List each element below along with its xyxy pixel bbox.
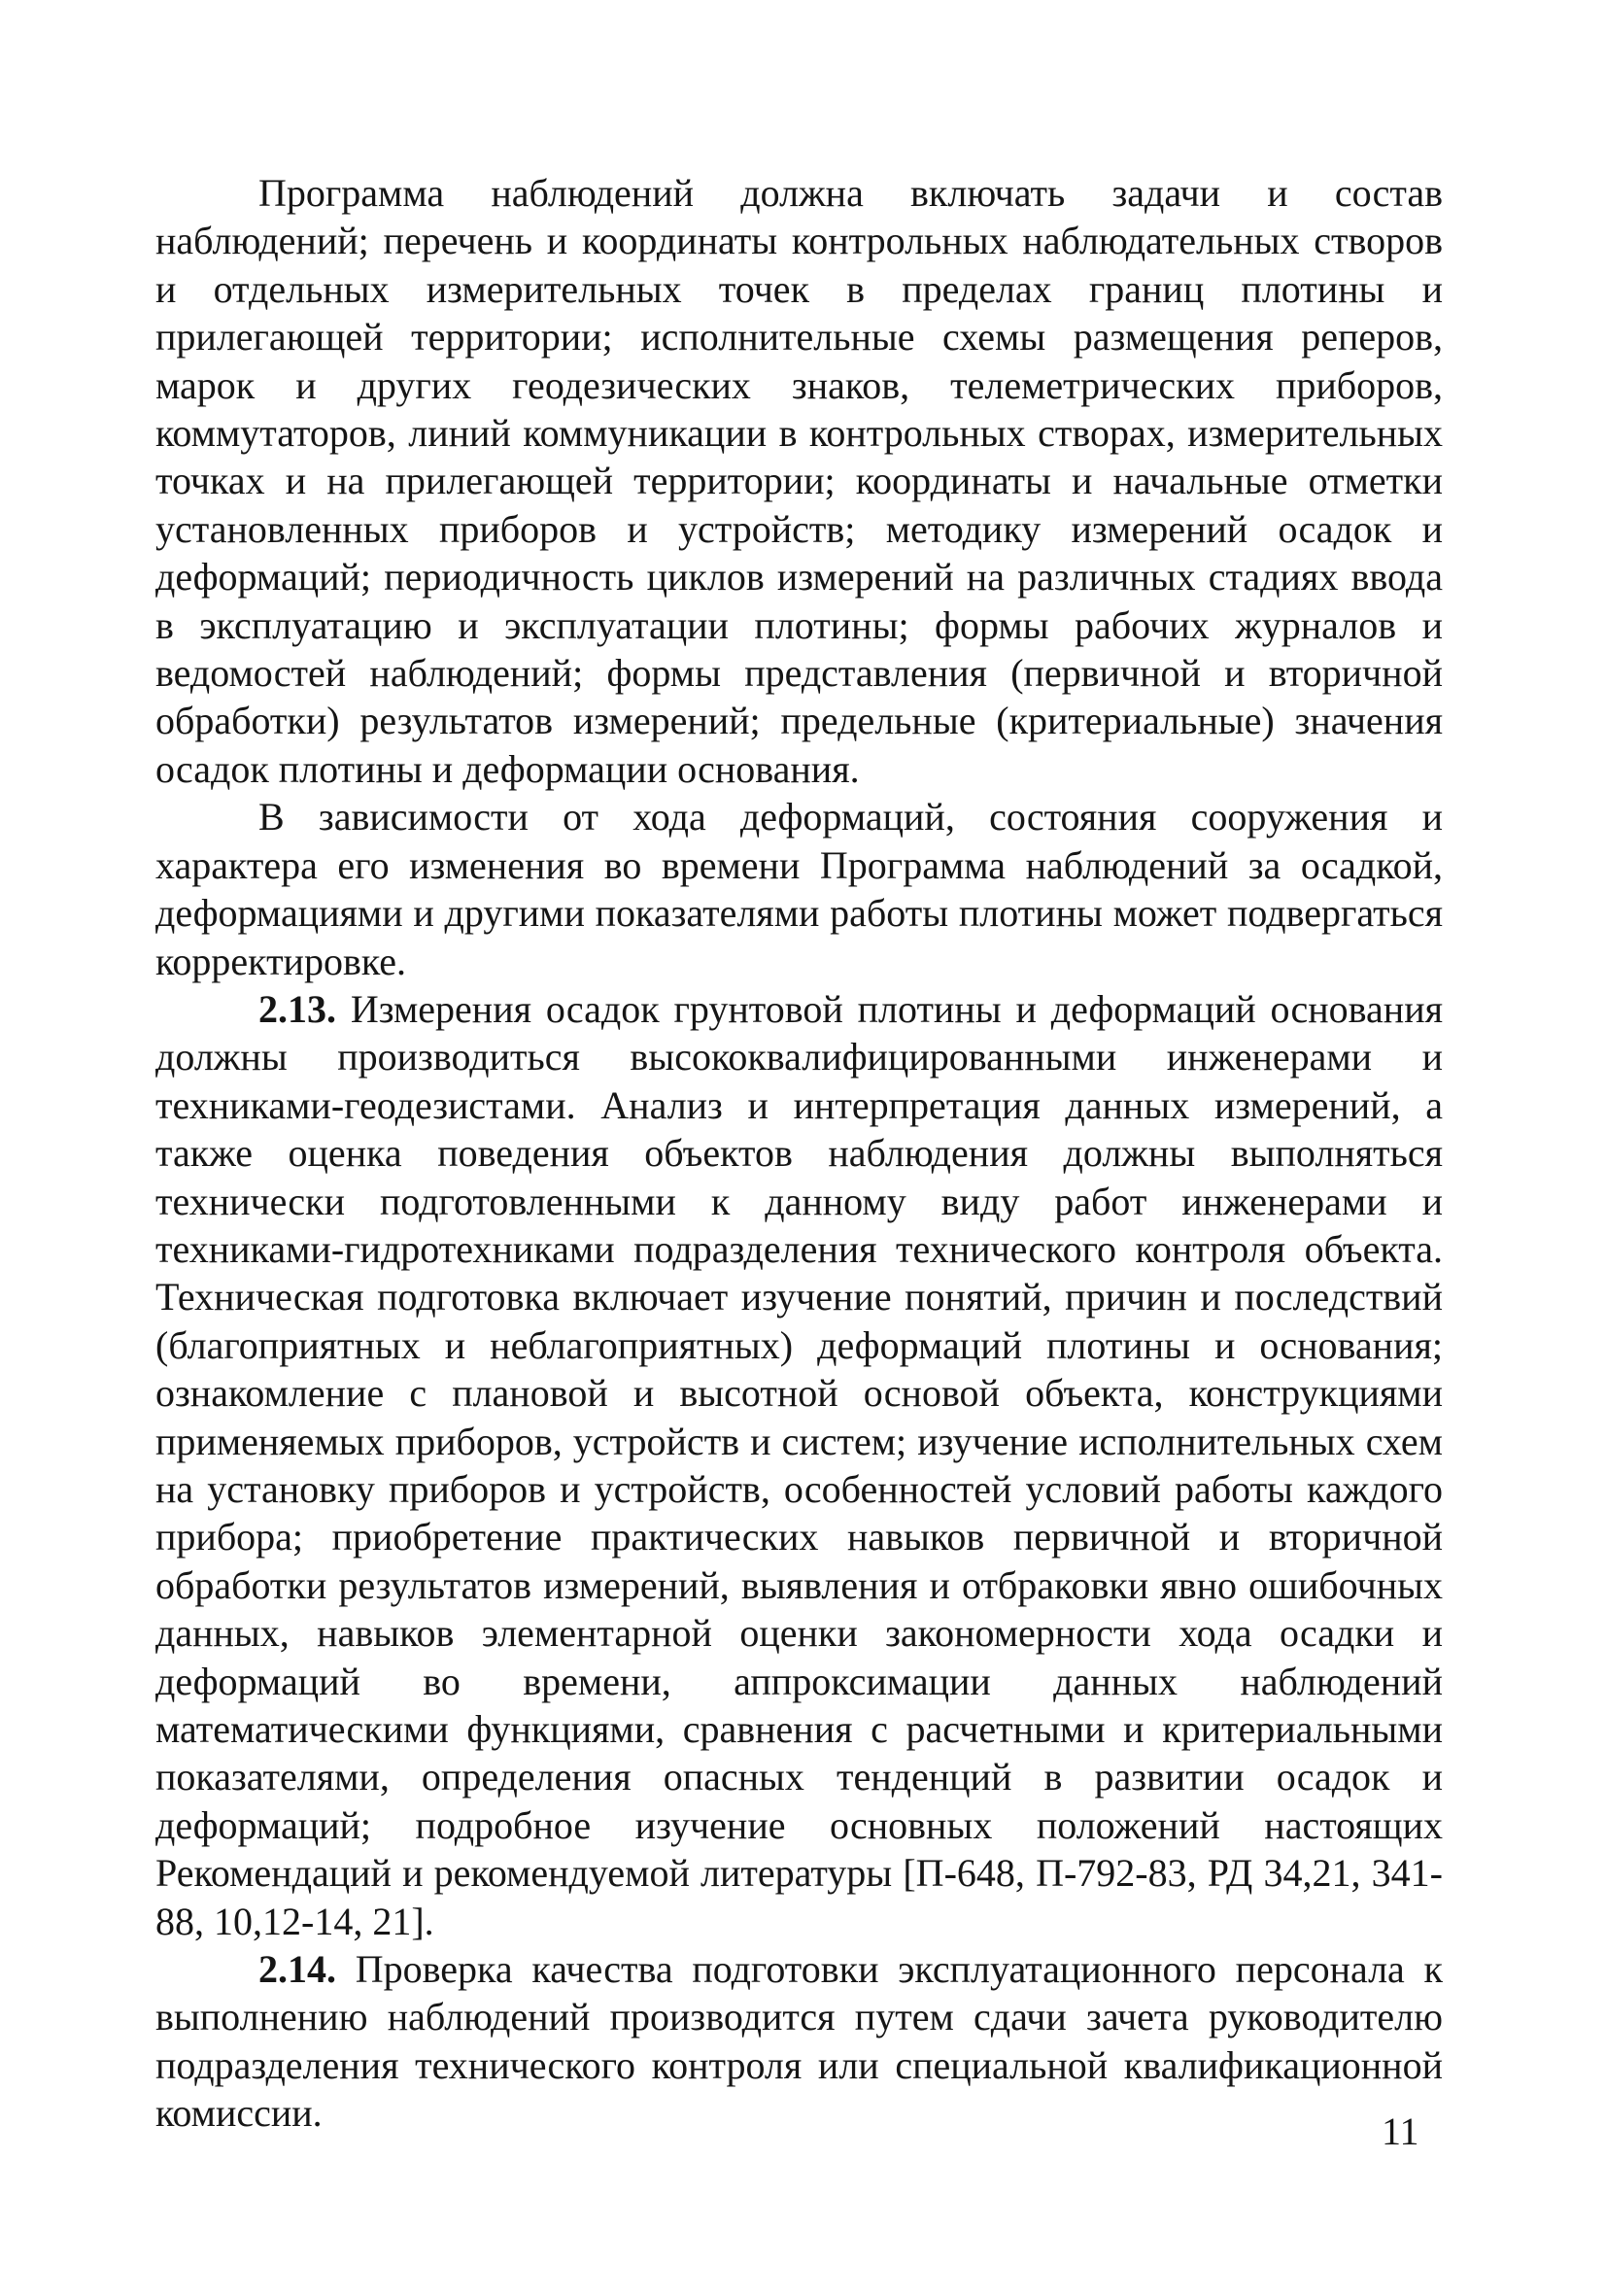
paragraph-observation-program xyxy=(155,169,1443,793)
paragraph-text: Проверка качества подготовки эксплуатационного персонала к выполнению наблюдений производится путем сдачи зачета руководителю подразделения технического контроля или специальной квалификационной комиссии. xyxy=(155,1947,1443,2136)
paragraph-2-14 xyxy=(155,1945,1443,2138)
paragraph-text: Программа наблюдений должна включать задачи и состав наблюдений; перечень и координаты контрольных наблюдательных створов и отдельных измерительных точек в пределах границ плотины и прилегающей территории; исполнительные схемы размещения реперов, марок и других геодезических знаков, телеметрических приборов, коммутаторов, линий коммуникации в контрольных створах, измерительных точках и на прилегающей территории; координаты и начальные отметки установленных приборов и устройств; методику измерений осадок и деформаций; периодичность циклов измерений на различных стадиях ввода в эксплуатацию и эксплуатации плотины; формы рабочих журналов и ведомостей наблюдений; формы представления (первичной и вторичной обработки) результатов измерений; предельные (критериальные) значения осадок плотины и деформации основания. xyxy=(155,171,1443,791)
section-number: 2.14. xyxy=(258,1947,336,1992)
paragraph-program-correction xyxy=(155,793,1443,985)
paragraph-2-13 xyxy=(155,985,1443,1945)
paragraph-text: Измерения осадок грунтовой плотины и деформаций основания должны производиться высококвалифицированными инженерами и техниками-геодезистами. Анализ и интерпретация данных измерений, а также оценка поведения объектов наблюдения должны выполняться технически подготовленными к данному виду работ инженерами и техниками-гидротехниками подразделения технического контроля объекта. Техническая подготовка включает изучение понятий, причин и последствий (благоприятных и неблагоприятных) деформаций плотины и основания; ознакомление с плановой и высотной основой объекта, конструкциями применяемых приборов, устройств и систем; изучение исполнительных схем на установку приборов и устройств, особенностей условий работы каждого прибора; приобретение практических навыков первичной и вторичной обработки результатов измерений, выявления и отбраковки явно ошибочных данных, навыков элементарной оценки закономерности хода осадки и деформаций во времени, аппроксимации данных наблюдений математическими функциями, сравнения с расчетными и критериальными показателями, определения опасных тенденций в развитии осадок и деформаций; подробное изучение основных положений настоящих Рекомендаций и рекомендуемой литературы [П-648, П-792-83, РД 34,21, 341-88, 10,12-14, 21]. xyxy=(155,986,1443,1943)
paragraph-text: В зависимости от хода деформаций, состояния сооружения и характера его изменения во времени Программа наблюдений за осадкой, деформациями и другими показателями работы плотины может подвергаться корректировке. xyxy=(155,795,1443,983)
body-text xyxy=(155,169,1443,2138)
section-number: 2.13. xyxy=(258,986,336,1031)
page-number: 11 xyxy=(1382,2109,1419,2153)
